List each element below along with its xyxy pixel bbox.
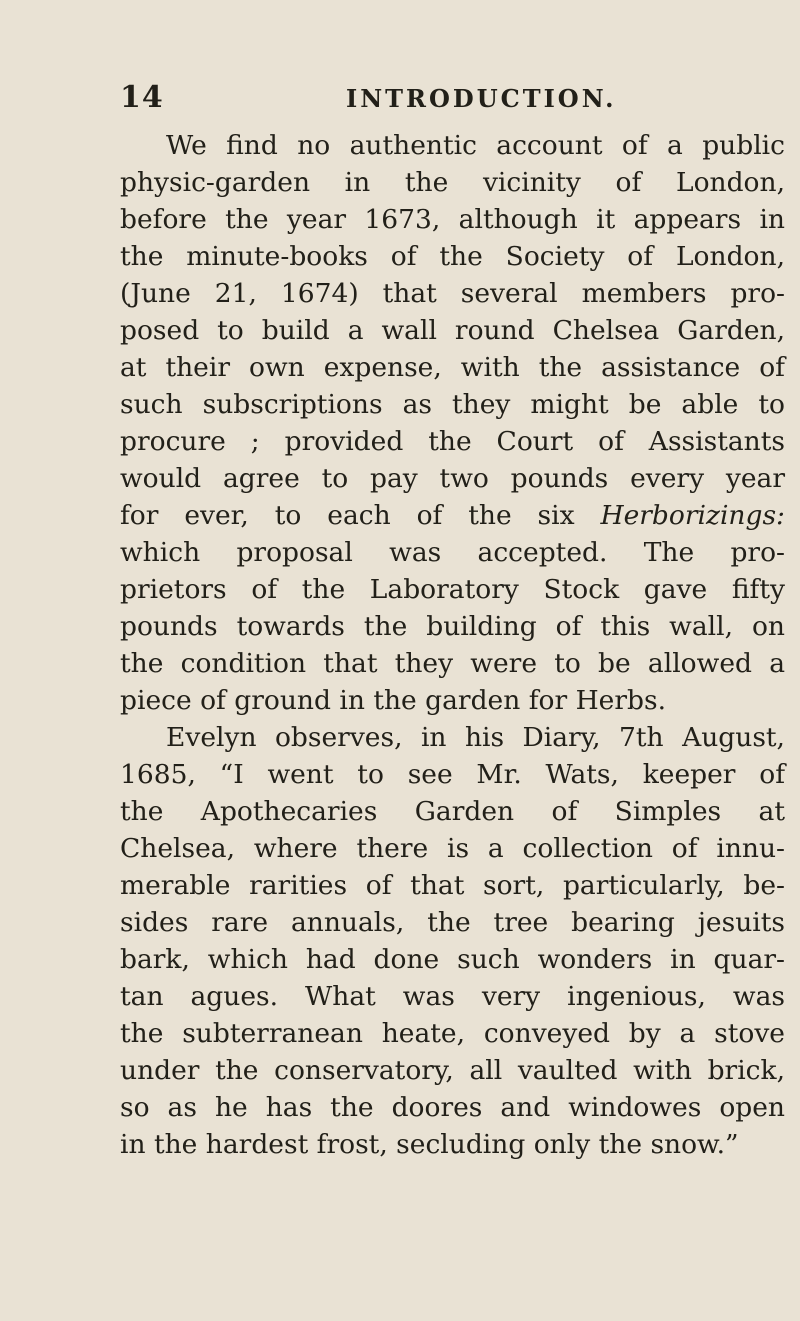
text-line: 1685, “I went to see Mr. Wats, keeper of: [120, 759, 785, 790]
text-line: which proposal was accepted. The pro-: [120, 537, 785, 568]
paragraph-1: [120, 127, 785, 719]
text-line: piece of ground in the garden for Herbs.: [120, 685, 667, 716]
page-number: 14: [120, 80, 164, 115]
text-line: in the hardest frost, secluding only the snow.”: [120, 1129, 739, 1160]
text-line: physic-garden in the vicinity of London,: [120, 167, 785, 198]
text-line: would agree to pay two pounds every year: [120, 463, 785, 494]
text-line: merable rarities of that sort, particularly, be-: [120, 870, 785, 901]
paragraph-2: [120, 719, 785, 1163]
text-line: sides rare annuals, the tree bearing jesuits: [120, 907, 785, 938]
text-line: before the year 1673, although it appears in: [120, 204, 785, 235]
text-line: prietors of the Laboratory Stock gave fifty: [120, 574, 785, 605]
text-line: the Apothecaries Garden of Simples at: [120, 796, 785, 827]
text-line: pounds towards the building of this wall, on: [120, 611, 785, 642]
text-line: so as he has the doores and windowes open: [120, 1092, 785, 1123]
text-line: the condition that they were to be allowed a: [120, 648, 785, 679]
text-line: posed to build a wall round Chelsea Garden,: [120, 315, 785, 346]
text-line: under the conservatory, all vaulted with brick,: [120, 1055, 785, 1086]
text-line: Evelyn observes, in his Diary, 7th August,: [166, 722, 785, 753]
body-text: [120, 127, 785, 1163]
running-head: INTRODUCTION.: [346, 84, 617, 113]
page-header: [120, 80, 780, 120]
text-line: bark, which had done such wonders in quar-: [120, 944, 785, 975]
text-line: at their own expense, with the assistance of: [120, 352, 785, 383]
text-line: the minute-books of the Society of London,: [120, 241, 785, 272]
text-line: (June 21, 1674) that several members pro-: [120, 278, 785, 309]
text-line: for ever, to each of the six Herborizings:: [120, 500, 785, 531]
text-line: We find no authentic account of a public: [166, 130, 785, 161]
text-line: procure ; provided the Court of Assistants: [120, 426, 785, 457]
text-line: tan agues. What was very ingenious, was: [120, 981, 785, 1012]
text-line: Chelsea, where there is a collection of innu-: [120, 833, 785, 864]
text-line: the subterranean heate, conveyed by a stove: [120, 1018, 785, 1049]
text-line: such subscriptions as they might be able to: [120, 389, 785, 420]
